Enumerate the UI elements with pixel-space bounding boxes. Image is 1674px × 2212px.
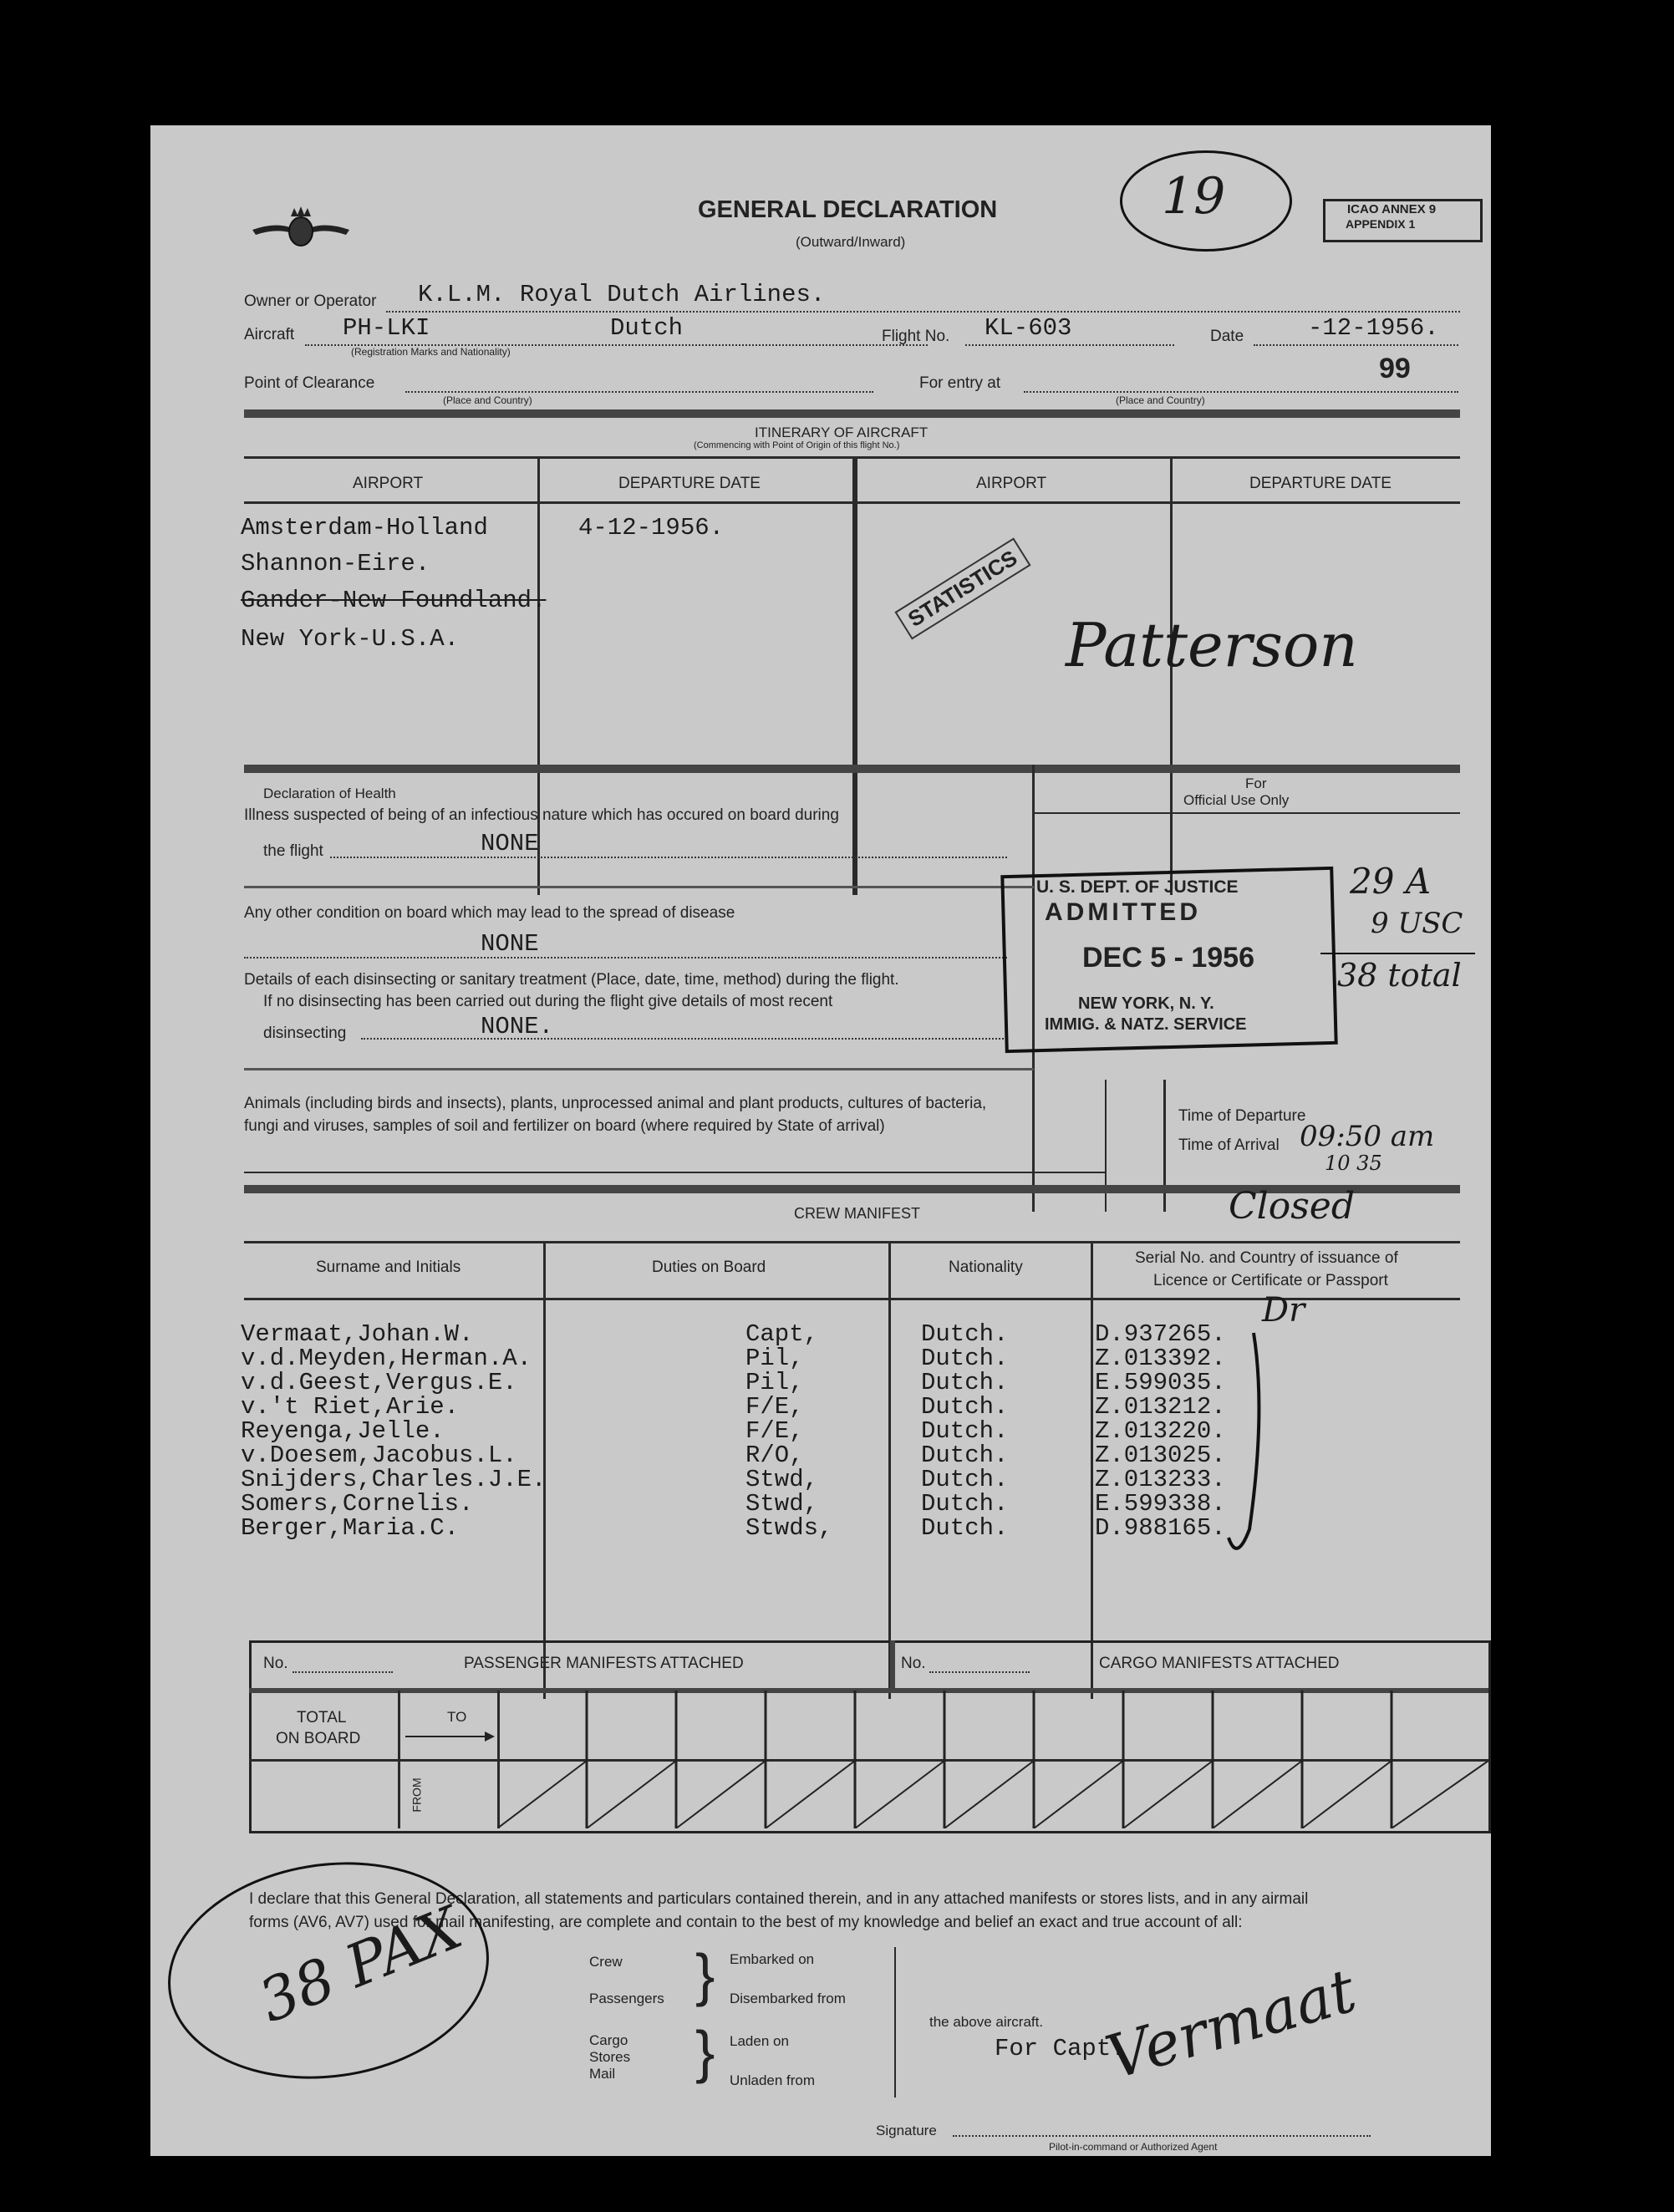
- crew-duty: Stwds,: [745, 1514, 833, 1542]
- total-label-2: ON BOARD: [276, 1730, 361, 1747]
- crew-nationality: Dutch.: [921, 1514, 1009, 1542]
- crew-nationality: Dutch.: [921, 1320, 1009, 1348]
- animals-text-1: Animals (including birds and insects), plants, unprocessed animal and plant products, cultures of bacteria,: [244, 1095, 987, 1112]
- klm-crown-wings-logo-icon: [251, 205, 351, 251]
- stamp-date: DEC 5 - 1956: [1082, 942, 1254, 974]
- itin-airport-1: Amsterdam-Holland: [241, 514, 488, 542]
- crew-serial: Z.013392.: [1095, 1345, 1226, 1372]
- decl-stores: Stores: [589, 2049, 631, 2065]
- form-title: GENERAL DECLARATION: [698, 196, 998, 223]
- crew-duty: Stwd,: [745, 1490, 819, 1518]
- itin-header-airport-2: AIRPORT: [976, 475, 1047, 492]
- health-question-3: Details of each disinsecting or sanitary treatment (Place, date, time, method) during the flight.: [244, 971, 899, 989]
- decl-disembarked: Disembarked from: [730, 1991, 846, 2006]
- arrival-time-label: Time of Arrival: [1178, 1137, 1280, 1154]
- decl-embarked: Embarked on: [730, 1951, 815, 1967]
- owner-value: K.L.M. Royal Dutch Airlines.: [418, 281, 826, 308]
- aircraft-registration: PH-LKI: [343, 314, 430, 342]
- crew-duty: Pil,: [745, 1369, 804, 1396]
- health-question-2: Any other condition on board which may lead to the spread of disease: [244, 904, 735, 922]
- total-label-1: TOTAL: [297, 1709, 347, 1726]
- itin-airport-4: New York-U.S.A.: [241, 625, 460, 653]
- statistics-stamp: STATISTICS: [894, 537, 1030, 639]
- crew-duty: Pil,: [745, 1345, 804, 1372]
- crew-header-nationality: Nationality: [949, 1259, 1023, 1276]
- for-captain: For Capt.: [995, 2035, 1126, 2062]
- crew-duty: R/O,: [745, 1442, 804, 1469]
- manifests-grid: [497, 1691, 1488, 1828]
- crew-serial: Z.013220.: [1095, 1417, 1226, 1445]
- itin-departure-date: 4-12-1956.: [578, 514, 725, 542]
- crew-name: v.d.Geest,Vergus.E.: [241, 1369, 517, 1396]
- decl-unladen: Unladen from: [730, 2072, 816, 2088]
- crew-serial: Z.013233.: [1095, 1466, 1226, 1493]
- stamp-line-5: IMMIG. & NATZ. SERVICE: [1045, 1015, 1247, 1034]
- crew-margin-note: Dr: [1262, 1291, 1305, 1330]
- stamp-line-2: ADMITTED: [1045, 898, 1201, 926]
- health-question-3c: disinsecting: [263, 1025, 347, 1042]
- crew-name: Vermaat,Johan.W.: [241, 1320, 474, 1348]
- captain-signature: Vermaat: [1098, 1955, 1364, 2093]
- crew-header-serial-2: Licence or Certificate or Passport: [1153, 1272, 1388, 1289]
- itinerary-title: ITINERARY OF AIRCRAFT: [755, 425, 929, 440]
- decl-aircraft: the above aircraft.: [929, 2014, 1044, 2030]
- official-heading-1: For: [1245, 775, 1267, 791]
- departure-time-label: Time of Departure: [1178, 1107, 1306, 1125]
- entry-label: For entry at: [919, 374, 1001, 392]
- decl-cargo: Cargo: [589, 2032, 628, 2048]
- icao-line1: ICAO ANNEX 9: [1347, 202, 1437, 216]
- crew-nationality: Dutch.: [921, 1417, 1009, 1445]
- to-label: TO: [447, 1709, 467, 1725]
- itinerary-note: (Commencing with Point of Origin of this flight No.): [694, 440, 900, 450]
- crew-duty: Stwd,: [745, 1466, 819, 1493]
- stamp-line-4: NEW YORK, N. Y.: [1078, 994, 1214, 1013]
- from-label: FROM: [410, 1777, 424, 1813]
- decl-mail: Mail: [589, 2066, 616, 2082]
- crew-header-duties: Duties on Board: [652, 1259, 766, 1276]
- passenger-manifests-label: PASSENGER MANIFESTS ATTACHED: [464, 1655, 744, 1672]
- crew-nationality: Dutch.: [921, 1345, 1009, 1372]
- official-note-2: 9 USC: [1371, 907, 1463, 940]
- animals-text-2: fungi and viruses, samples of soil and fertilizer on board (where required by State of arrival): [244, 1117, 885, 1135]
- decl-laden: Laden on: [730, 2033, 789, 2049]
- official-note-3: 38 total: [1337, 957, 1462, 994]
- decl-passengers: Passengers: [589, 1991, 664, 2006]
- aircraft-nationality: Dutch: [610, 314, 684, 342]
- agent-label: Pilot-in-command or Authorized Agent: [1049, 2141, 1218, 2153]
- health-question-1: Illness suspected of being of an infectious nature which has occured on board during: [244, 806, 839, 824]
- crew-nationality: Dutch.: [921, 1393, 1009, 1421]
- crew-serial: Z.013025.: [1095, 1442, 1226, 1469]
- date-label: Date: [1210, 328, 1244, 345]
- itin-airport-2: Shannon-Eire.: [241, 550, 430, 577]
- owner-label: Owner or Operator: [244, 292, 377, 310]
- crew-duty: Capt,: [745, 1320, 819, 1348]
- crew-nationality: Dutch.: [921, 1490, 1009, 1518]
- itin-airport-3-struck: Gander-New Foundland.: [241, 587, 547, 614]
- health-question-3b: If no disinsecting has been carried out during the flight give details of most recent: [263, 993, 833, 1010]
- health-answer-2: NONE: [481, 930, 539, 958]
- cargo-no-label: No.: [901, 1655, 926, 1672]
- crew-name: v.'t Riet,Arie.: [241, 1393, 460, 1421]
- crew-name: v.d.Meyden,Herman.A.: [241, 1345, 532, 1372]
- to-arrow-icon: [401, 1728, 497, 1745]
- clearance-note: (Place and Country): [443, 394, 532, 406]
- date-value: -12-1956.: [1308, 314, 1439, 342]
- arrival-time-value: 09:50 am: [1300, 1120, 1435, 1153]
- crew-serial: D.937265.: [1095, 1320, 1226, 1348]
- aircraft-note: (Registration Marks and Nationality): [351, 346, 511, 358]
- crew-duty: F/E,: [745, 1417, 804, 1445]
- crew-name: Berger,Maria.C.: [241, 1514, 460, 1542]
- flight-number: KL-603: [985, 314, 1072, 342]
- circled-number-text: 19: [1162, 167, 1226, 226]
- pax-note: 38 PAX: [249, 1893, 471, 2037]
- crew-check-bracket-icon: [1220, 1329, 1270, 1571]
- arrival-time-sub: 10 35: [1325, 1152, 1382, 1175]
- closed-note: Closed: [1229, 1185, 1356, 1228]
- crew-header-serial-1: Serial No. and Country of issuance of: [1135, 1249, 1398, 1267]
- crew-name: Reyenga,Jelle.: [241, 1417, 445, 1445]
- form-subtitle: (Outward/Inward): [796, 234, 906, 250]
- itin-header-date-1: DEPARTURE DATE: [618, 475, 761, 492]
- crew-serial: Z.013212.: [1095, 1393, 1226, 1421]
- crew-title: CREW MANIFEST: [794, 1205, 920, 1222]
- crew-serial: E.599035.: [1095, 1369, 1226, 1396]
- official-heading-2: Official Use Only: [1183, 792, 1290, 808]
- crew-nationality: Dutch.: [921, 1442, 1009, 1469]
- crew-nationality: Dutch.: [921, 1369, 1009, 1396]
- official-note-1: 29 A: [1350, 861, 1432, 902]
- stamp-line-1: U. S. DEPT. OF JUSTICE: [1036, 877, 1239, 897]
- patterson-signature: Patterson: [1066, 610, 1358, 680]
- itin-header-airport-1: AIRPORT: [353, 475, 424, 492]
- crew-header-surname: Surname and Initials: [316, 1259, 461, 1276]
- crew-name: Somers,Cornelis.: [241, 1490, 474, 1518]
- cargo-manifests-label: CARGO MANIFESTS ATTACHED: [1099, 1655, 1340, 1672]
- decl-brace-1: }: [695, 1942, 715, 2007]
- passenger-no-label: No.: [263, 1655, 288, 1672]
- entry-note: (Place and Country): [1116, 394, 1205, 406]
- date-extra: 99: [1379, 353, 1411, 384]
- health-question-1b: the flight: [263, 842, 323, 860]
- declaration-text-1: I declare that this General Declaration, all statements and particulars contained therein, and in any attached manifests or stores lists, and in any airmail: [249, 1890, 1309, 1908]
- itin-header-date-2: DEPARTURE DATE: [1249, 475, 1392, 492]
- clearance-label: Point of Clearance: [244, 374, 375, 392]
- decl-brace-2: }: [695, 2019, 715, 2084]
- crew-name: v.Doesem,Jacobus.L.: [241, 1442, 517, 1469]
- health-answer-3: NONE.: [481, 1013, 554, 1040]
- declaration-text-2: forms (AV6, AV7) used for mail manifesting, are complete and contain to the best of my knowledge and belief an exact and true account of all:: [249, 1914, 1243, 1931]
- signature-label: Signature: [876, 2123, 937, 2138]
- crew-name: Snijders,Charles.J.E.: [241, 1466, 547, 1493]
- decl-crew: Crew: [589, 1954, 623, 1970]
- health-answer-1: NONE: [481, 830, 539, 857]
- crew-serial: E.599338.: [1095, 1490, 1226, 1518]
- crew-nationality: Dutch.: [921, 1466, 1009, 1493]
- aircraft-label: Aircraft: [244, 326, 295, 343]
- crew-duty: F/E,: [745, 1393, 804, 1421]
- flight-label: Flight No.: [882, 328, 950, 345]
- health-heading: Declaration of Health: [263, 786, 396, 801]
- crew-serial: D.988165.: [1095, 1514, 1226, 1542]
- icao-line2: APPENDIX 1: [1346, 217, 1416, 231]
- declaration-form: [150, 125, 1491, 2156]
